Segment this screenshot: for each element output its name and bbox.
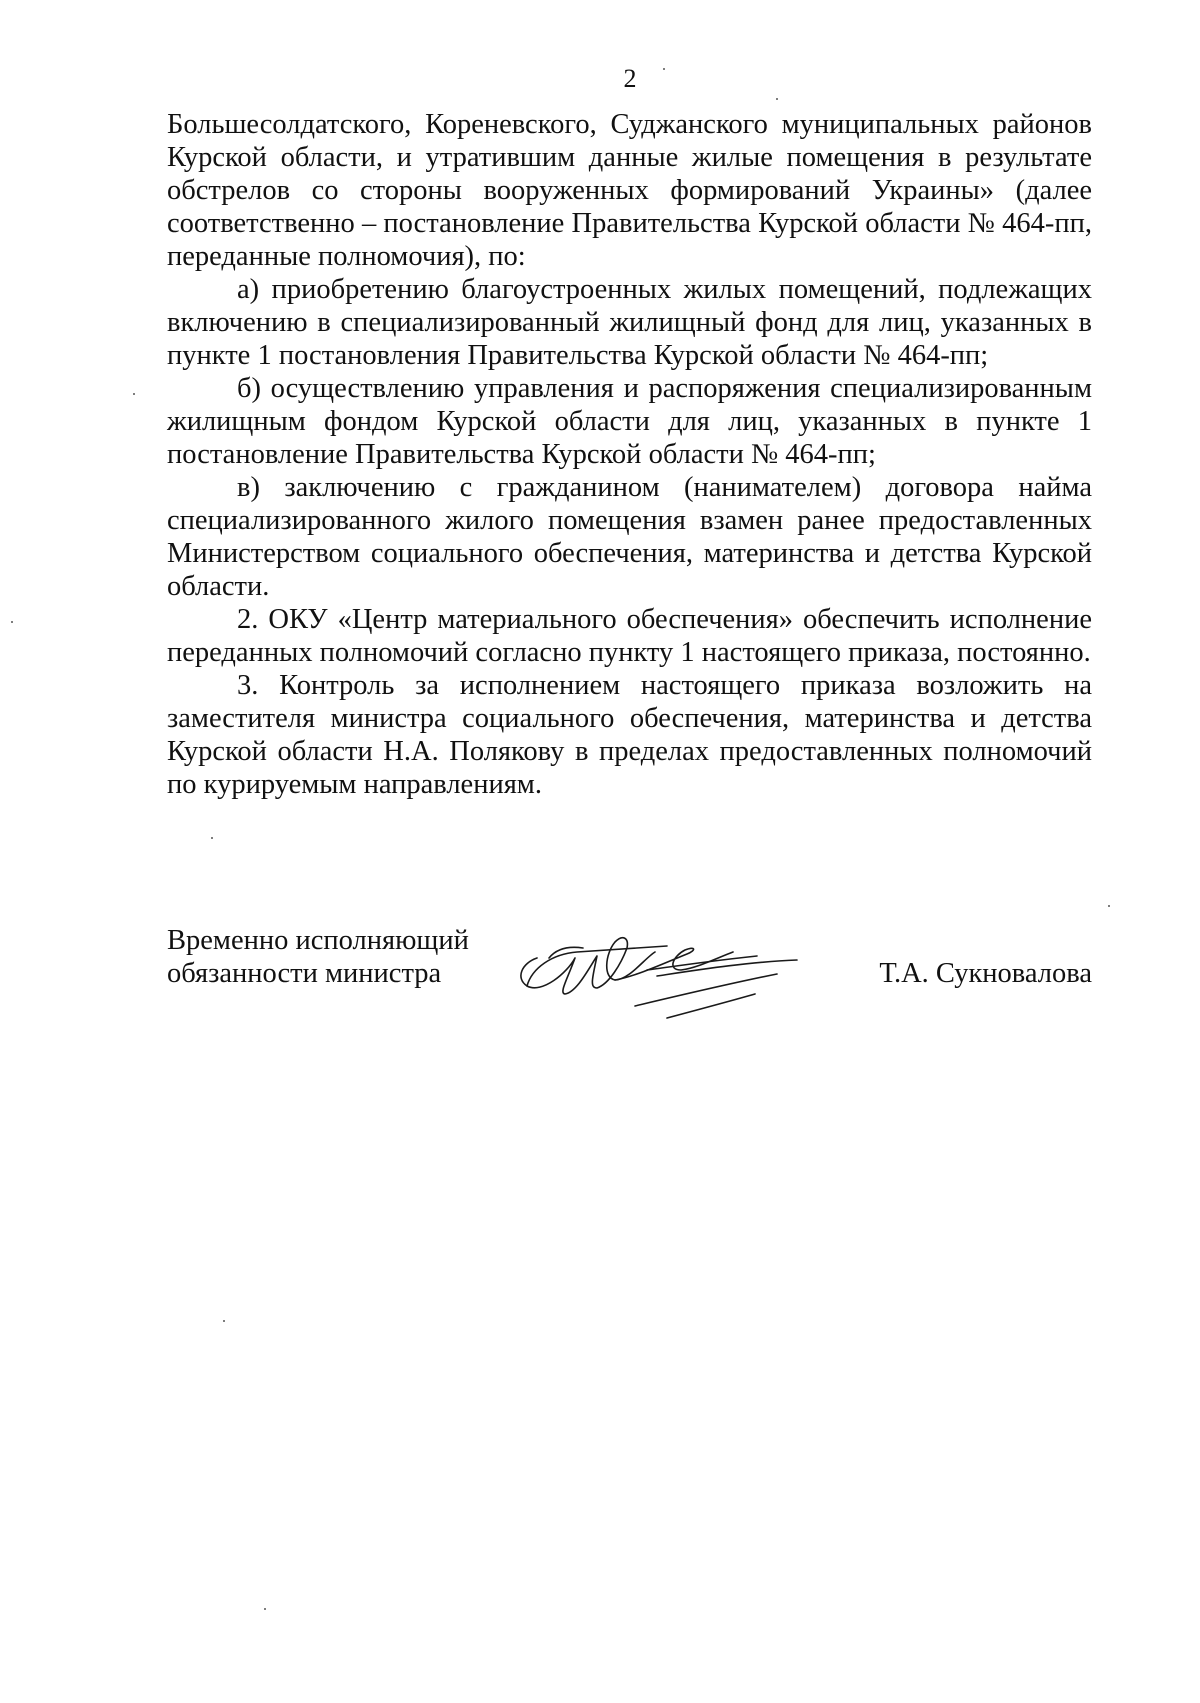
signature-block	[167, 924, 1092, 1054]
scan-speck	[663, 68, 665, 70]
signatory-name: Т.А. Сукновалова	[879, 958, 1092, 989]
paragraph-clause-3: 3. Контроль за исполнением настоящего приказа возложить на заместителя министра социального обеспечения, материнства и детства Курской области Н.А. Полякову в пределах предоставленных полномочий по курируемым направлениям.	[167, 670, 1092, 800]
paragraph-clause-2: 2. ОКУ «Центр материального обеспечения» обеспечить исполнение переданных полномочий согласно пункту 1 настоящего приказа, постоянно.	[167, 604, 1092, 668]
scan-speck	[11, 621, 13, 623]
scan-speck	[211, 837, 213, 839]
scan-speck	[776, 98, 778, 100]
scan-speck	[1108, 905, 1110, 907]
signatory-position-line-2: обязанности министра	[167, 958, 442, 989]
signatory-position	[167, 924, 469, 990]
scan-speck	[264, 1608, 266, 1610]
signatory-position-line-1: Временно исполняющий	[167, 925, 469, 956]
paragraph-intro: Большесолдатского, Кореневского, Суджанского муниципальных районов Курской области, и утратившим данные жилые помещения в результате обстрелов со стороны вооруженных формирований Украины» (далее соответственно – постановление Правительства Курской области № 464-пп, переданные полномочия), по:	[167, 109, 1092, 272]
paragraph-item-a: а) приобретению благоустроенных жилых помещений, подлежащих включению в специализированный жилищный фонд для лиц, указанных в пункте 1 постановления Правительства Курской области № 464-пп;	[167, 274, 1092, 371]
scan-speck	[133, 393, 135, 395]
paragraph-item-v: в) заключению с гражданином (нанимателем) договора найма специализированного жилого помещения взамен ранее предоставленных Министерством социального обеспечения, материнства и детства Курской области.	[167, 472, 1092, 602]
page-number: 2	[623, 64, 637, 93]
document-body	[167, 108, 1092, 801]
paragraph-item-b: б) осуществлению управления и распоряжения специализированным жилищным фондом Курской области для лиц, указанных в пункте 1 постановление Правительства Курской области № 464-пп;	[167, 373, 1092, 470]
handwritten-signature	[497, 918, 817, 1028]
scan-speck	[223, 1320, 225, 1322]
